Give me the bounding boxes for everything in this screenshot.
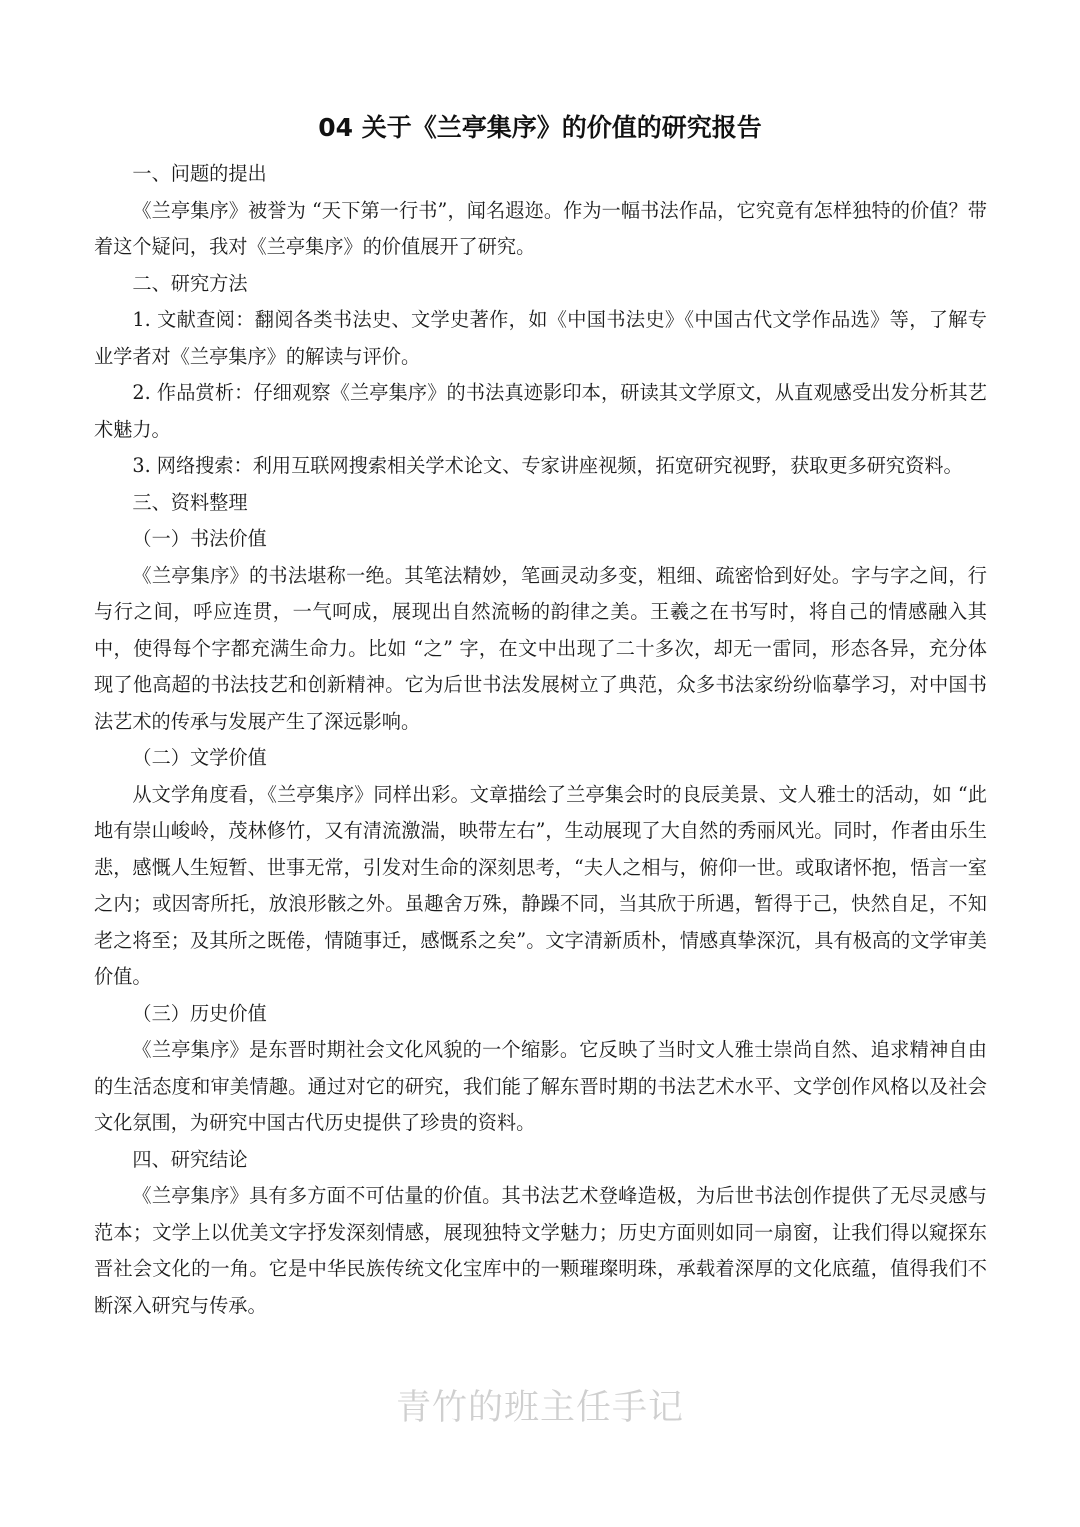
section-heading-methods: 二、研究方法 [132,271,248,295]
paragraph-conclusion: 《兰亭集序》具有多方面不可估量的价值。其书法艺术登峰造极，为后世书法创作提供了无尽灵感与范本；文学上以优美文字抒发深刻情感，展现独特文学魅力；历史方面则如同一扇窗，让我们得以窥探东晋社会文化的一角。它是中华民族传统文化宝库中的一颗璀璨明珠，承载着深厚的文化底蕴，值得我们不断深入研究与传承。 [94,1184,987,1317]
paragraph-historical-value: 《兰亭集序》是东晋时期社会文化风貌的一个缩影。它反映了当时文人雅士崇尚自然、追求精神自由的生活态度和审美情趣。通过对它的研究，我们能了解东晋时期的书法艺术水平、文学创作风格以及社会文化氛围，为研究中国古代历史提供了珍贵的资料。 [94,1038,987,1134]
section-heading-problem: 一、问题的提出 [132,162,267,185]
method-work-appreciation: 2. 作品赏析：仔细观察《兰亭集序》的书法真迹影印本，研读其文学原文，从直观感受出发分析其艺术魅力。 [94,381,987,441]
paragraph-literary-value: 从文学角度看，《兰亭集序》同样出彩。文章描绘了兰亭集会时的良辰美景、文人雅士的活动，如 “此地有崇山峻岭，茂林修竹，又有清流激湍，映带左右”，生动展现了大自然的秀丽风光。同时，作者由乐生悲，感慨人生短暂、世事无常，引发对生命的深刻思考，“夫人之相与，俯仰一世。或取诸怀抱，悟言一室之内；或因寄所托，放浪形骸之外。虽趣舍万殊，静躁不同，当其欣于所遇，暂得于己，快然自足，不知老之将至；及其所之既倦，情随事迁，感慨系之矣”。文字清新质朴，情感真挚深沉，具有极高的文学审美价值。 [94,782,987,988]
paragraph-problem: 《兰亭集序》被誉为 “天下第一行书”，闻名遐迩。作为一幅书法作品，它究竟有怎样独特的价值？带着这个疑问，我对《兰亭集序》的价值展开了研究。 [94,198,987,258]
section-heading-materials: 三、资料整理 [132,490,248,514]
subheading-calligraphy-value: （一）书法价值 [132,527,267,550]
page-title: 04 关于《兰亭集序》的价值的研究报告 [318,113,762,142]
method-web-search: 3. 网络搜索：利用互联网搜索相关学术论文、专家讲座视频，拓宽研究视野，获取更多研究资料。 [132,454,963,477]
watermark-text: 青竹的班主任手记 [395,1388,684,1428]
subheading-historical-value: （三）历史价值 [132,1001,267,1025]
section-heading-conclusion: 四、研究结论 [132,1147,248,1171]
report-body [94,156,987,1324]
paragraph-calligraphy-value: 《兰亭集序》的书法堪称一绝。其笔法精妙，笔画灵动多变，粗细、疏密恰到好处。字与字之间，行与行之间，呼应连贯，一气呵成，展现出自然流畅的韵律之美。王羲之在书写时，将自己的情感融入其中，使得每个字都充满生命力。比如 “之” 字，在文中出现了二十多次，却无一雷同，形态各异，充分体现了他高超的书法技艺和创新精神。它为后世书法发展树立了典范，众多书法家纷纷临摹学习，对中国书法艺术的传承与发展产生了深远影响。 [94,563,987,733]
method-literature-review: 1. 文献查阅：翻阅各类书法史、文学史著作，如《中国书法史》《中国古代文学作品选》等，了解专业学者对《兰亭集序》的解读与评价。 [94,308,987,368]
subheading-literary-value: （二）文学价值 [132,746,267,769]
